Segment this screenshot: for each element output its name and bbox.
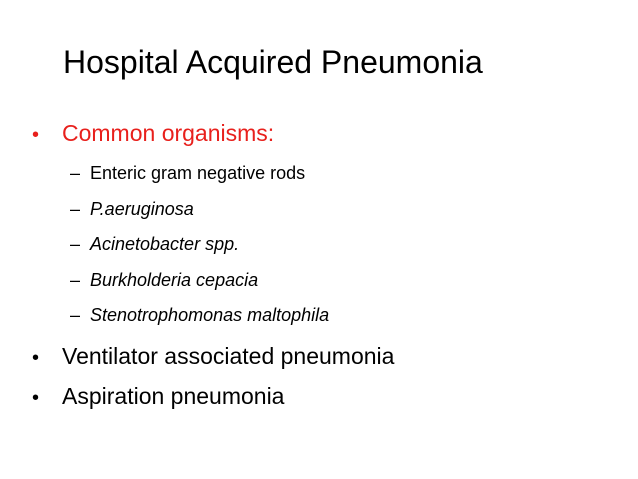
dash-marker: –: [70, 234, 81, 254]
dash-marker: –: [70, 270, 81, 290]
dash-marker: –: [70, 305, 81, 325]
sub-item-text: Enteric gram negative rods: [90, 163, 306, 183]
bullet-aspiration: [32, 382, 284, 412]
bullet-text: Common organisms:: [62, 120, 275, 146]
sub-item-text: Acinetobacter spp.: [90, 234, 240, 254]
sub-item: [70, 304, 329, 326]
slide-title: Hospital Acquired Pneumonia: [63, 44, 483, 80]
sub-item: [70, 162, 305, 184]
bullet-marker: •: [32, 347, 40, 369]
sub-item: [70, 269, 258, 291]
bullet-ventilator: [32, 342, 394, 372]
sub-item: [70, 198, 194, 220]
sub-item-text: P.aeruginosa: [90, 199, 194, 219]
bullet-text: Aspiration pneumonia: [62, 383, 285, 409]
bullet-marker: •: [32, 387, 40, 409]
sub-item-text: Stenotrophomonas maltophila: [90, 305, 330, 325]
dash-marker: –: [70, 199, 81, 219]
sub-item: [70, 233, 239, 255]
dash-marker: –: [70, 163, 81, 183]
bullet-marker: •: [32, 124, 40, 146]
bullet-common-organisms: [32, 119, 274, 149]
bullet-text: Ventilator associated pneumonia: [62, 343, 395, 369]
sub-item-text: Burkholderia cepacia: [90, 270, 259, 290]
